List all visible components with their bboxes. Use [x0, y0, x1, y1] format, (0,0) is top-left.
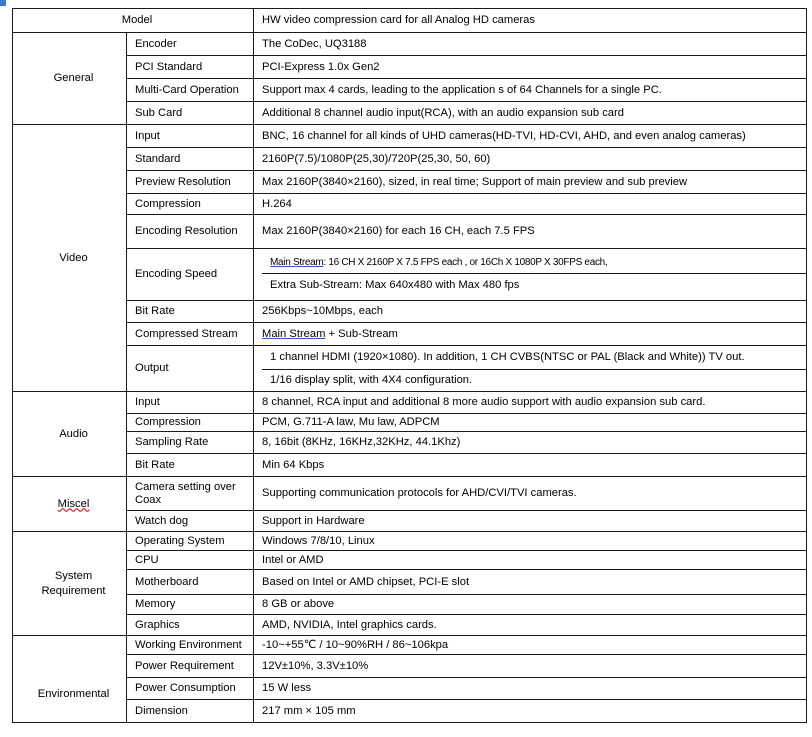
spec-subvalue: 1/16 display split, with 4X4 configuration. [262, 369, 806, 391]
spec-value: 217 mm × 105 mm [254, 700, 807, 723]
table-row [13, 79, 807, 102]
spec-label: Bit Rate [127, 301, 254, 323]
table-row [13, 215, 807, 249]
table-row [13, 33, 807, 56]
spec-value: PCM, G.711-A law, Mu law, ADPCM [254, 414, 807, 432]
table-row [13, 392, 807, 414]
spec-label: Dimension [127, 700, 254, 723]
spec-label: Sampling Rate [127, 432, 254, 454]
spec-label: Compression [127, 414, 254, 432]
spec-value: AMD, NVIDIA, Intel graphics cards. [254, 615, 807, 636]
spec-value: Support max 4 cards, leading to the application s of 64 Channels for a single PC. [254, 79, 807, 102]
category-line: Requirement [41, 584, 106, 597]
corner-accent [0, 0, 6, 6]
spec-value: Max 2160P(3840×2160), sized, in real time; Support of main preview and sub preview [254, 171, 807, 194]
spec-value: Intel or AMD [254, 551, 807, 570]
table-row [13, 595, 807, 615]
table-row [13, 194, 807, 215]
category-video: Video [13, 125, 127, 392]
spec-value: Windows 7/8/10, Linux [254, 532, 807, 551]
spec-subvalue [262, 253, 806, 273]
spec-value: 8, 16bit (8KHz, 16KHz,32KHz, 44.1Khz) [254, 432, 807, 454]
spec-label: Compression [127, 194, 254, 215]
spec-label: Memory [127, 595, 254, 615]
spec-subvalue: 1 channel HDMI (1920×1080). In addition, 1 CH CVBS(NTSC or PAL (Black and White)) TV out. [270, 350, 745, 363]
model-value: HW video compression card for all Analog HD cameras [254, 9, 807, 33]
table-row [13, 432, 807, 454]
table-row [13, 323, 807, 346]
spec-value-rest: + Sub-Stream [325, 327, 398, 340]
table-row [13, 125, 807, 148]
model-row [13, 9, 807, 33]
category-general: General [13, 33, 127, 125]
table-row [13, 532, 807, 551]
spec-value: The CoDec, UQ3188 [254, 33, 807, 56]
spec-value: Max 2160P(3840×2160) for each 16 CH, each 7.5 FPS [254, 215, 807, 249]
table-row [13, 346, 807, 392]
spec-value: Supporting communication protocols for AHD/CVI/TVI cameras. [254, 477, 807, 511]
table-row [13, 678, 807, 700]
spec-label: Multi-Card Operation [127, 79, 254, 102]
category-system-requirement [13, 532, 127, 636]
table-row [13, 148, 807, 171]
table-row [13, 477, 807, 511]
table-row [13, 570, 807, 595]
category-audio: Audio [13, 392, 127, 477]
spec-label: Input [127, 125, 254, 148]
category-environmental: Environmental [13, 636, 127, 723]
spec-label: Motherboard [127, 570, 254, 595]
spec-value [254, 323, 807, 346]
spec-label: Compressed Stream [127, 323, 254, 346]
spec-label: Working Environment [127, 636, 254, 655]
spec-value: 15 W less [254, 678, 807, 700]
spec-label: Sub Card [127, 102, 254, 125]
spec-label: Graphics [127, 615, 254, 636]
spec-label: Watch dog [127, 511, 254, 532]
table-row [13, 551, 807, 570]
spec-value: Support in Hardware [254, 511, 807, 532]
table-row [13, 102, 807, 125]
spec-subvalue-rest: : 16 CH X 2160P X 7.5 FPS each , or 16Ch X 1080P X 30FPS each, [323, 256, 608, 268]
spec-label: Encoding Speed [127, 249, 254, 301]
table-row [13, 615, 807, 636]
spec-label: Preview Resolution [127, 171, 254, 194]
spec-label: Output [127, 346, 254, 392]
spec-value: 256Kbps~10Mbps, each [254, 301, 807, 323]
spec-value: Min 64 Kbps [254, 454, 807, 477]
spec-value: Additional 8 channel audio input(RCA), with an audio expansion sub card [254, 102, 807, 125]
table-row [13, 511, 807, 532]
spec-label-line: Camera setting over [135, 480, 236, 493]
spec-value-split [254, 249, 807, 301]
spec-label: Power Requirement [127, 655, 254, 678]
spec-value-split [254, 346, 807, 392]
spec-value: BNC, 16 channel for all kinds of UHD cameras(HD-TVI, HD-CVI, AHD, and even analog cameras) [254, 125, 807, 148]
table-row [13, 56, 807, 79]
spec-label: Encoding Resolution [127, 215, 254, 249]
table-row [13, 249, 807, 301]
spec-label: Standard [127, 148, 254, 171]
spec-label: Input [127, 392, 254, 414]
spec-value: 12V±10%, 3.3V±10% [254, 655, 807, 678]
main-stream-term: Main Stream [270, 256, 324, 268]
spec-label: CPU [127, 551, 254, 570]
spec-value: Based on Intel or AMD chipset, PCI-E slot [254, 570, 807, 595]
spec-label: Encoder [127, 33, 254, 56]
spec-table [12, 8, 807, 723]
table-row [13, 700, 807, 723]
spec-value: 2160P(7.5)/1080P(25,30)/720P(25,30, 50, 60) [254, 148, 807, 171]
category-miscel [13, 477, 127, 532]
table-row [13, 414, 807, 432]
spec-label [127, 477, 254, 511]
spec-label: Power Consumption [127, 678, 254, 700]
table-row [13, 171, 807, 194]
spec-label: PCI Standard [127, 56, 254, 79]
spec-subvalue: Extra Sub-Stream: Max 640x480 with Max 480 fps [262, 273, 806, 297]
table-row [13, 655, 807, 678]
category-line: System [54, 569, 93, 582]
spec-value: H.264 [254, 194, 807, 215]
model-label: Model [13, 9, 254, 33]
spec-value: 8 channel, RCA input and additional 8 more audio support with audio expansion sub card. [254, 392, 807, 414]
category-miscel-label: Miscel [57, 497, 90, 510]
spec-value: 8 GB or above [254, 595, 807, 615]
spec-label: Bit Rate [127, 454, 254, 477]
table-row [13, 301, 807, 323]
spec-value: PCI-Express 1.0x Gen2 [254, 56, 807, 79]
table-row [13, 636, 807, 655]
table-row [13, 454, 807, 477]
spec-label-line: Coax [135, 493, 162, 506]
spec-value: -10~+55℃ / 10~90%RH / 86~106kpa [254, 636, 807, 655]
spec-label: Operating System [127, 532, 254, 551]
main-stream-term: Main Stream [262, 327, 326, 340]
